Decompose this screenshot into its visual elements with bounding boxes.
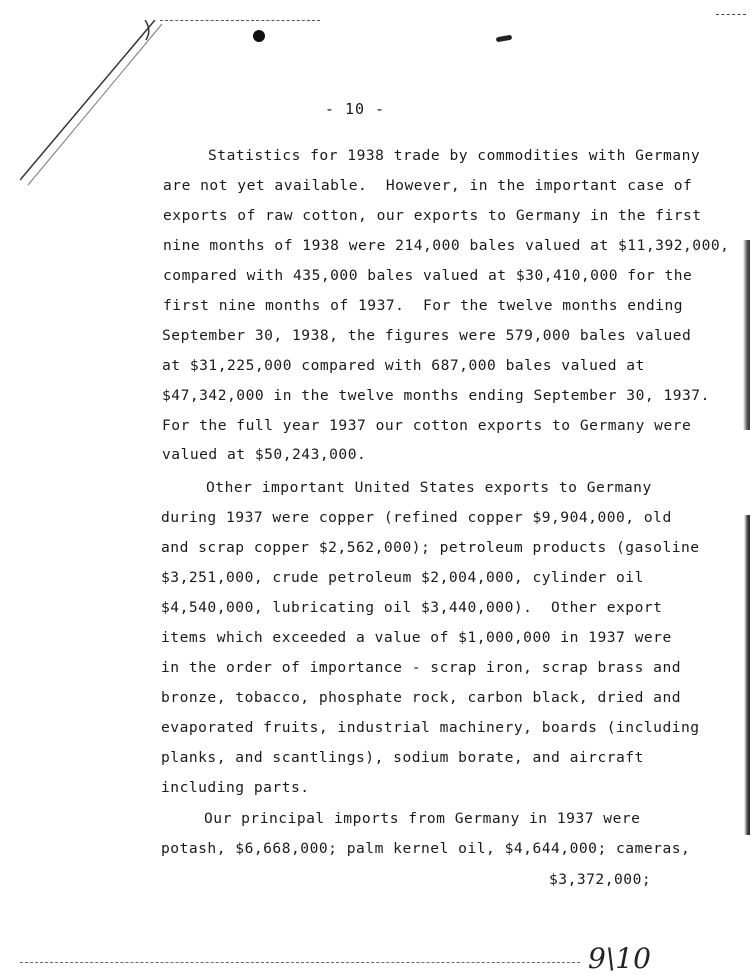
punch-hole-mark <box>253 30 265 42</box>
text-line: potash, $6,668,000; palm kernel oil, $4,644,000; cameras, <box>161 840 691 857</box>
text-line: nine months of 1938 were 214,000 bales valued at $11,392,000, <box>163 237 730 254</box>
scan-edge-shadow-upper <box>743 240 750 430</box>
bottom-edge-dash <box>20 962 580 965</box>
text-line: Our principal imports from Germany in 1937 were <box>204 810 641 827</box>
scan-edge-shadow-lower <box>744 515 750 835</box>
text-line: Statistics for 1938 trade by commodities with Germany <box>208 147 701 164</box>
text-line: Other important United States exports to Germany <box>206 479 652 496</box>
text-line: at $31,225,000 compared with 687,000 bales valued at <box>162 357 645 374</box>
top-right-edge-mark <box>716 14 746 21</box>
text-line: valued at $50,243,000. <box>162 446 367 463</box>
handwritten-annotation: 9\10 <box>588 942 651 975</box>
text-line: in the order of importance - scrap iron, scrap brass and <box>161 659 682 676</box>
punch-hole-mark-2 <box>496 35 513 43</box>
text-line: evaporated fruits, industrial machinery, boards (including <box>161 719 700 736</box>
text-line: planks, and scantlings), sodium borate, and aircraft <box>161 749 644 766</box>
text-line: items which exceeded a value of $1,000,000 in 1937 were <box>161 629 672 646</box>
text-line: during 1937 were copper (refined copper $9,904,000, old <box>161 509 672 526</box>
text-line: compared with 435,000 bales valued at $30,410,000 for the <box>163 267 693 284</box>
text-line: $3,251,000, crude petroleum $2,004,000, cylinder oil <box>161 569 644 586</box>
text-line: $3,372,000; <box>549 871 652 888</box>
text-line: including parts. <box>161 779 310 796</box>
text-line: and scrap copper $2,562,000); petroleum products (gasoline <box>161 539 700 556</box>
page-number: - 10 - <box>324 100 386 118</box>
text-line: $47,342,000 in the twelve months ending September 30, 1937. <box>162 387 710 404</box>
text-line: $4,540,000, lubricating oil $3,440,000). Other export <box>161 599 663 616</box>
text-line: are not yet available. However, in the important case of <box>163 177 693 194</box>
fold-crease-mark <box>20 20 220 190</box>
text-line: exports of raw cotton, our exports to Germany in the first <box>163 207 702 224</box>
text-line: bronze, tobacco, phosphate rock, carbon black, dried and <box>161 689 682 706</box>
text-line: first nine months of 1937. For the twelve months ending <box>163 297 684 314</box>
top-edge-dash <box>160 20 320 23</box>
text-line: September 30, 1938, the figures were 579,000 bales valued <box>162 327 692 344</box>
text-line: For the full year 1937 our cotton exports to Germany were <box>162 417 692 434</box>
